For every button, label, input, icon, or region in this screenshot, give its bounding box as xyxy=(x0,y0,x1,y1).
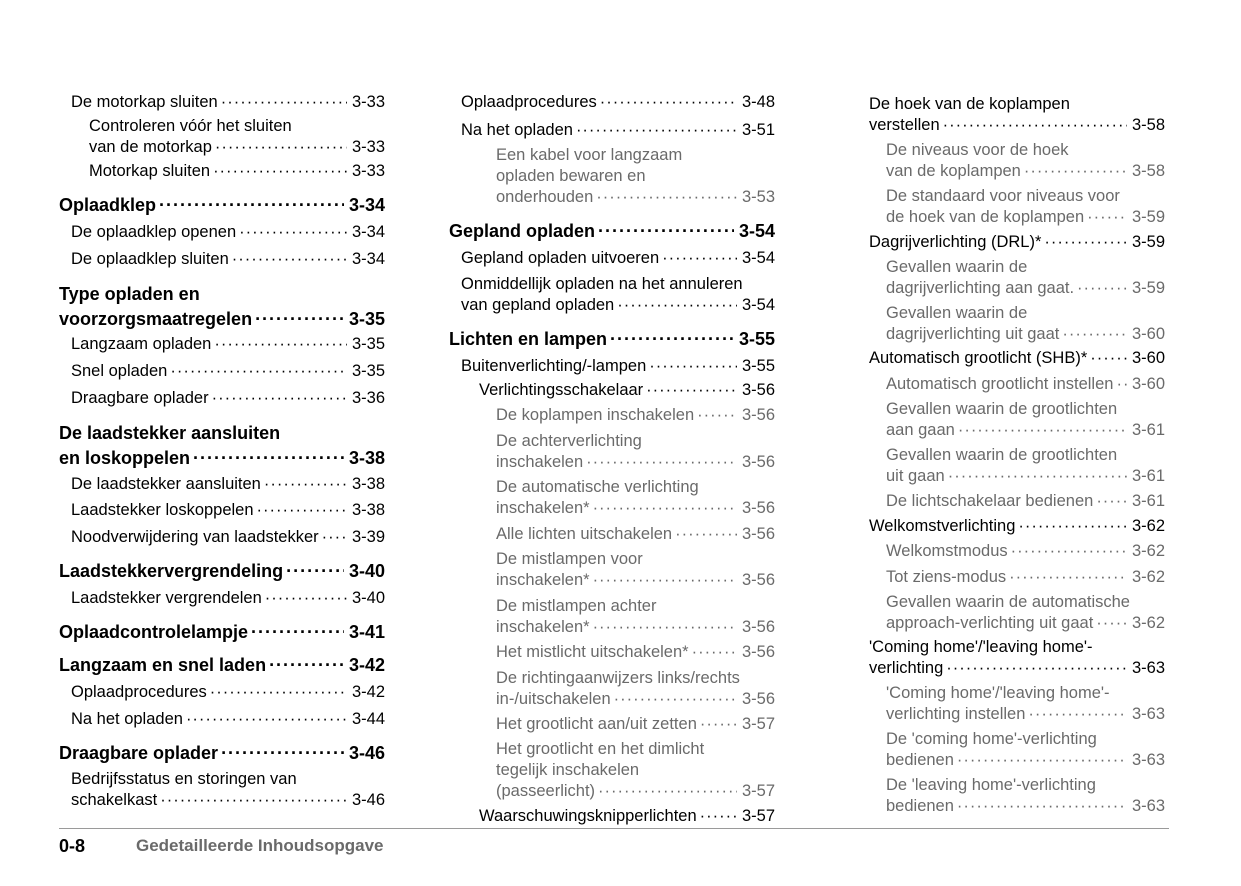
toc-entry[interactable] xyxy=(869,637,1165,679)
leader-dots xyxy=(255,307,344,332)
toc-entry[interactable] xyxy=(449,477,775,519)
toc-entry-title: Oplaadcontrolelampje xyxy=(59,622,249,642)
toc-entry-title: en loskoppelen xyxy=(59,448,191,468)
toc-entry-title: De lichtschakelaar bedienen xyxy=(886,492,1094,510)
leader-dots xyxy=(1096,613,1127,634)
toc-page-number: 3-38 xyxy=(348,448,385,468)
toc-entry-title: onderhouden xyxy=(496,188,594,206)
toc-entry[interactable] xyxy=(59,559,385,584)
toc-entry-title: Onmiddellijk opladen na het annuleren xyxy=(461,275,743,293)
toc-entry-title: aan gaan xyxy=(886,421,955,439)
toc-entry-title: Gevallen waarin de grootlichten xyxy=(886,400,1118,418)
leader-dots xyxy=(1044,232,1127,253)
toc-entry-title: Gevallen waarin de xyxy=(886,304,1028,322)
toc-entry-title: Het mistlicht uitschakelen* xyxy=(496,643,689,661)
toc-page-number: 3-58 xyxy=(1131,116,1165,134)
toc-entry-title: approach-verlichting uit gaat xyxy=(886,614,1094,632)
toc-entry-title: van gepland opladen xyxy=(461,296,615,314)
toc-entry[interactable] xyxy=(449,248,775,269)
toc-entry[interactable] xyxy=(869,257,1165,299)
toc-entry-title: Oplaadklep xyxy=(59,195,157,215)
toc-page-number: 3-61 xyxy=(1131,467,1165,485)
toc-entry-title: verlichting xyxy=(869,659,944,677)
toc-page-number: 3-62 xyxy=(1131,542,1165,560)
toc-entry-title: De koplampen inschakelen xyxy=(496,406,695,424)
toc-entry[interactable] xyxy=(449,219,775,244)
toc-page-number: 3-63 xyxy=(1131,659,1165,677)
leader-dots xyxy=(286,559,344,584)
toc-entry-title: Gepland opladen xyxy=(449,221,596,241)
toc-entry-title: De mistlampen achter xyxy=(496,597,657,615)
toc-entry-title: Draagbare oplader xyxy=(59,743,219,763)
toc-page-number: 3-53 xyxy=(741,188,775,206)
leader-dots xyxy=(593,570,737,591)
toc-page-number: 3-59 xyxy=(1131,279,1165,297)
toc-entry-title: inschakelen xyxy=(496,453,584,471)
footer-title: Gedetailleerde Inhoudsopgave xyxy=(136,836,384,855)
leader-dots xyxy=(700,714,737,735)
toc-entry-title: 'Coming home'/'leaving home'- xyxy=(886,684,1110,702)
toc-page-number: 3-60 xyxy=(1131,325,1165,343)
toc-entry-title: 'Coming home'/'leaving home'- xyxy=(869,638,1093,656)
toc-page-number: 3-59 xyxy=(1131,233,1165,251)
leader-dots xyxy=(586,452,737,473)
toc-entry-title: De standaard voor niveaus voor xyxy=(886,187,1120,205)
toc-entry[interactable] xyxy=(449,405,775,426)
toc-page-number: 3-40 xyxy=(348,561,385,581)
toc-entry-title: inschakelen* xyxy=(496,571,590,589)
toc-page-number: 3-60 xyxy=(1131,375,1165,393)
toc-page-number: 3-61 xyxy=(1131,421,1165,439)
toc-page-number: 3-63 xyxy=(1131,797,1165,815)
toc-entry-title: dagrijverlichting uit gaat xyxy=(886,325,1060,343)
toc-entry[interactable] xyxy=(869,729,1165,771)
toc-page-number: 3-54 xyxy=(741,249,775,267)
leader-dots xyxy=(957,796,1127,817)
toc-page-number: 3-36 xyxy=(351,389,385,407)
toc-page-number: 3-34 xyxy=(348,195,385,215)
toc-entry-title: Na het opladen xyxy=(461,121,573,139)
toc-page-number: 3-48 xyxy=(741,93,775,111)
toc-page-number: 3-55 xyxy=(741,357,775,375)
leader-dots xyxy=(649,356,737,377)
toc-entry-title: (passeerlicht) xyxy=(496,782,596,800)
leader-dots xyxy=(221,92,347,113)
toc-entry-title: Buitenverlichting/-lampen xyxy=(461,357,647,375)
toc-page-number: 3-35 xyxy=(351,335,385,353)
leader-dots xyxy=(1090,348,1127,369)
toc-entry-title: schakelkast xyxy=(71,791,158,809)
leader-dots xyxy=(264,474,347,495)
leader-dots xyxy=(958,420,1127,441)
toc-entry[interactable] xyxy=(869,186,1165,228)
toc-page-number: 3-56 xyxy=(741,618,775,636)
toc-entry[interactable] xyxy=(449,714,775,735)
leader-dots xyxy=(214,334,347,355)
toc-page-number: 3-33 xyxy=(351,138,385,156)
leader-dots xyxy=(1087,207,1127,228)
toc-entry-title: Lichten en lampen xyxy=(449,329,608,349)
toc-entry[interactable] xyxy=(869,374,1165,395)
leader-dots xyxy=(212,388,347,409)
toc-page-number: 3-56 xyxy=(741,690,775,708)
leader-dots xyxy=(265,588,347,609)
toc-entry[interactable] xyxy=(449,145,775,208)
toc-page-number: 3-56 xyxy=(741,381,775,399)
toc-entry-title: verlichting instellen xyxy=(886,705,1026,723)
leader-dots xyxy=(1018,516,1127,537)
toc-page-number: 3-56 xyxy=(741,499,775,517)
toc-page-number: 3-46 xyxy=(351,791,385,809)
leader-dots xyxy=(193,446,344,471)
toc-page-number: 3-33 xyxy=(351,162,385,180)
toc-entry[interactable] xyxy=(59,161,385,182)
toc-entry-title: De hoek van de koplampen xyxy=(869,95,1070,113)
toc-page-number: 3-63 xyxy=(1131,705,1165,723)
toc-entry-title: De laadstekker aansluiten xyxy=(59,423,281,443)
toc-entry[interactable] xyxy=(869,140,1165,182)
leader-dots xyxy=(946,658,1127,679)
leader-dots xyxy=(269,653,344,678)
toc-entry-title: Gevallen waarin de xyxy=(886,258,1028,276)
leader-dots xyxy=(1009,567,1127,588)
toc-entry-title: De richtingaanwijzers links/rechts xyxy=(496,669,740,687)
toc-entry[interactable] xyxy=(449,120,775,141)
toc-entry-title: de hoek van de koplampen xyxy=(886,208,1085,226)
toc-page-number: 3-56 xyxy=(741,643,775,661)
leader-dots xyxy=(186,709,347,730)
toc-entry-title: Controleren vóór het sluiten xyxy=(89,117,292,135)
toc-entry-title: De mistlampen voor xyxy=(496,550,643,568)
toc-entry[interactable] xyxy=(449,380,775,401)
toc-entry[interactable] xyxy=(59,527,385,548)
toc-page-number: 3-62 xyxy=(1131,517,1165,535)
toc-entry[interactable] xyxy=(869,775,1165,817)
toc-entry-title: Welkomstmodus xyxy=(886,542,1008,560)
leader-dots xyxy=(1024,161,1127,182)
toc-entry[interactable] xyxy=(59,92,385,113)
toc-page-number: 3-39 xyxy=(351,528,385,546)
toc-entry-title: bedienen xyxy=(886,797,954,815)
footer-divider xyxy=(59,828,1169,829)
leader-dots xyxy=(600,92,737,113)
toc-entry[interactable] xyxy=(449,431,775,473)
toc-entry-title: De achterverlichting xyxy=(496,432,642,450)
leader-dots xyxy=(662,248,737,269)
toc-entry-title: Langzaam opladen xyxy=(71,335,212,353)
toc-entry-title: Langzaam en snel laden xyxy=(59,655,267,675)
leader-dots xyxy=(221,741,344,766)
toc-entry[interactable] xyxy=(59,222,385,243)
toc-entry[interactable] xyxy=(59,653,385,678)
toc-entry[interactable] xyxy=(59,474,385,495)
toc-entry-title: verstellen xyxy=(869,116,940,134)
leader-dots xyxy=(213,161,347,182)
toc-entry[interactable] xyxy=(59,421,385,471)
toc-page-number: 3-42 xyxy=(351,683,385,701)
toc-page-number: 3-54 xyxy=(741,296,775,314)
toc-page-number: 3-57 xyxy=(741,715,775,733)
toc-entry-title: bedienen xyxy=(886,751,954,769)
leader-dots xyxy=(159,193,344,218)
toc-entry-title: in-/uitschakelen xyxy=(496,690,611,708)
toc-page-number: 3-41 xyxy=(348,622,385,642)
toc-entry-title: De oplaadklep sluiten xyxy=(71,250,229,268)
leader-dots xyxy=(210,682,347,703)
leader-dots xyxy=(257,500,347,521)
toc-entry-title: Noodverwijdering van laadstekker xyxy=(71,528,319,546)
toc-entry[interactable] xyxy=(449,668,775,710)
toc-entry-title: Laadstekker vergrendelen xyxy=(71,589,262,607)
toc-entry-title: van de koplampen xyxy=(886,162,1021,180)
toc-entry-title: De motorkap sluiten xyxy=(71,93,218,111)
toc-entry-title: Het grootlicht en het dimlicht xyxy=(496,740,705,758)
toc-entry[interactable] xyxy=(869,399,1165,441)
toc-entry-title: De automatische verlichting xyxy=(496,478,699,496)
leader-dots xyxy=(948,466,1127,487)
toc-entry[interactable] xyxy=(59,769,385,811)
leader-dots xyxy=(675,524,737,545)
toc-page-number: 3-38 xyxy=(351,501,385,519)
toc-entry-title: tegelijk inschakelen xyxy=(496,761,640,779)
toc-page-number: 3-62 xyxy=(1131,568,1165,586)
toc-entry-title: Na het opladen xyxy=(71,710,183,728)
toc-entry[interactable] xyxy=(869,303,1165,345)
toc-entry-title: dagrijverlichting aan gaat. xyxy=(886,279,1075,297)
toc-page-number: 3-35 xyxy=(348,309,385,329)
toc-entry-title: Gevallen waarin de automatische xyxy=(886,593,1130,611)
toc-entry[interactable] xyxy=(869,541,1165,562)
leader-dots xyxy=(1062,324,1127,345)
toc-page-number: 3-51 xyxy=(741,121,775,139)
toc-entry[interactable] xyxy=(449,356,775,377)
toc-entry-title: Bedrijfsstatus en storingen van xyxy=(71,770,297,788)
toc-entry-title: Automatisch grootlicht instellen xyxy=(886,375,1114,393)
leader-dots xyxy=(576,120,737,141)
leader-dots xyxy=(610,327,734,352)
leader-dots xyxy=(692,642,737,663)
leader-dots xyxy=(1028,704,1127,725)
toc-entry[interactable] xyxy=(449,739,775,802)
leader-dots xyxy=(322,527,347,548)
toc-entry-title: Tot ziens-modus xyxy=(886,568,1007,586)
toc-page-number: 3-44 xyxy=(351,710,385,728)
toc-entry[interactable] xyxy=(869,348,1165,369)
toc-entry[interactable] xyxy=(59,500,385,521)
toc-entry-title: De oplaadklep openen xyxy=(71,223,237,241)
toc-entry-title: Dagrijverlichting (DRL)* xyxy=(869,233,1042,251)
toc-entry[interactable] xyxy=(59,620,385,645)
toc-page-number: 3-62 xyxy=(1131,614,1165,632)
toc-entry-title: voorzorgsmaatregelen xyxy=(59,309,253,329)
toc-entry[interactable] xyxy=(869,567,1165,588)
toc-entry-title: De laadstekker aansluiten xyxy=(71,475,261,493)
leader-dots xyxy=(598,781,737,802)
leader-dots xyxy=(943,115,1127,136)
toc-entry-title: Verlichtingsschakelaar xyxy=(479,381,644,399)
toc-entry-title: inschakelen* xyxy=(496,618,590,636)
toc-page-number: 3-61 xyxy=(1131,492,1165,510)
toc-entry-title: Alle lichten uitschakelen xyxy=(496,525,673,543)
toc-entry[interactable] xyxy=(59,116,385,158)
leader-dots xyxy=(170,361,347,382)
toc-entry-title: inschakelen* xyxy=(496,499,590,517)
leader-dots xyxy=(215,137,347,158)
leader-dots xyxy=(1011,541,1127,562)
toc-page-number: 3-54 xyxy=(738,221,775,241)
toc-entry-title: De 'leaving home'-verlichting xyxy=(886,776,1096,794)
toc-entry[interactable] xyxy=(59,588,385,609)
leader-dots xyxy=(593,498,737,519)
footer-page-number: 0-8 xyxy=(59,836,86,856)
toc-entry[interactable] xyxy=(449,642,775,663)
toc-entry[interactable] xyxy=(449,806,775,827)
toc-entry-title: Welkomstverlichting xyxy=(869,517,1016,535)
toc-entry-title: Draagbare oplader xyxy=(71,389,209,407)
leader-dots xyxy=(1077,278,1127,299)
toc-page-number: 3-34 xyxy=(351,250,385,268)
leader-dots xyxy=(957,750,1127,771)
leader-dots xyxy=(614,689,737,710)
toc-entry-title: Automatisch grootlicht (SHB)* xyxy=(869,349,1088,367)
toc-entry-title: Laadstekker loskoppelen xyxy=(71,501,254,519)
toc-entry-title: Type opladen en xyxy=(59,284,200,304)
leader-dots xyxy=(1096,491,1127,512)
toc-page-number: 3-46 xyxy=(348,743,385,763)
toc-entry-title: Het grootlicht aan/uit zetten xyxy=(496,715,697,733)
toc-entry-title: van de motorkap xyxy=(89,138,212,156)
toc-page-number: 3-33 xyxy=(351,93,385,111)
toc-entry[interactable] xyxy=(59,361,385,382)
toc-entry[interactable] xyxy=(449,274,775,316)
toc-page-number: 3-63 xyxy=(1131,751,1165,769)
leader-dots xyxy=(598,219,734,244)
toc-page-number: 3-35 xyxy=(351,362,385,380)
leader-dots xyxy=(232,249,347,270)
toc-entry[interactable] xyxy=(449,92,775,113)
toc-page-number: 3-59 xyxy=(1131,208,1165,226)
toc-page-number: 3-57 xyxy=(741,782,775,800)
leader-dots xyxy=(646,380,737,401)
toc-page-number: 3-56 xyxy=(741,453,775,471)
leader-dots xyxy=(700,806,737,827)
toc-entry-title: opladen bewaren en xyxy=(496,167,646,185)
toc-entry[interactable] xyxy=(869,94,1165,136)
toc-entry[interactable] xyxy=(59,193,385,218)
toc-entry[interactable] xyxy=(869,516,1165,537)
toc-page-number: 3-40 xyxy=(351,589,385,607)
toc-entry[interactable] xyxy=(59,388,385,409)
toc-page-number: 3-34 xyxy=(351,223,385,241)
toc-entry[interactable] xyxy=(449,549,775,591)
toc-entry[interactable] xyxy=(869,491,1165,512)
toc-entry-title: Laadstekkervergrendeling xyxy=(59,561,284,581)
toc-page-number: 3-56 xyxy=(741,571,775,589)
toc-entry[interactable] xyxy=(449,327,775,352)
toc-entry-title: Oplaadprocedures xyxy=(71,683,207,701)
toc-entry-title: De niveaus voor de hoek xyxy=(886,141,1069,159)
toc-entry-title: Een kabel voor langzaam xyxy=(496,146,683,164)
toc-entry[interactable] xyxy=(449,524,775,545)
toc-entry[interactable] xyxy=(59,741,385,766)
toc-page-number: 3-56 xyxy=(741,525,775,543)
toc-entry[interactable] xyxy=(449,596,775,638)
leader-dots xyxy=(239,222,347,243)
toc-entry[interactable] xyxy=(869,592,1165,634)
toc-page-number: 3-57 xyxy=(741,807,775,825)
toc-entry-title: Gepland opladen uitvoeren xyxy=(461,249,660,267)
toc-entry-title: Snel opladen xyxy=(71,362,168,380)
toc-entry-title: Waarschuwingsknipperlichten xyxy=(479,807,697,825)
toc-entry-title: Oplaadprocedures xyxy=(461,93,597,111)
toc-entry[interactable] xyxy=(59,682,385,703)
leader-dots xyxy=(251,620,344,645)
toc-entry[interactable] xyxy=(869,232,1165,253)
toc-page-number: 3-42 xyxy=(348,655,385,675)
toc-entry-title: De 'coming home'-verlichting xyxy=(886,730,1097,748)
toc-page-number: 3-58 xyxy=(1131,162,1165,180)
toc-entry[interactable] xyxy=(59,282,385,332)
leader-dots xyxy=(1116,374,1127,395)
toc-page-number: 3-55 xyxy=(738,329,775,349)
leader-dots xyxy=(593,617,737,638)
toc-entry[interactable] xyxy=(869,683,1165,725)
toc-entry[interactable] xyxy=(59,334,385,355)
toc-entry[interactable] xyxy=(869,445,1165,487)
toc-page-number: 3-38 xyxy=(351,475,385,493)
toc-entry-title: uit gaan xyxy=(886,467,945,485)
toc-page-number: 3-60 xyxy=(1131,349,1165,367)
toc-entry-title: Motorkap sluiten xyxy=(89,162,211,180)
leader-dots xyxy=(617,295,737,316)
leader-dots xyxy=(697,405,737,426)
leader-dots xyxy=(160,790,347,811)
toc-page-number: 3-56 xyxy=(741,406,775,424)
leader-dots xyxy=(596,187,737,208)
toc-entry[interactable] xyxy=(59,709,385,730)
toc-entry-title: Gevallen waarin de grootlichten xyxy=(886,446,1118,464)
toc-entry[interactable] xyxy=(59,249,385,270)
